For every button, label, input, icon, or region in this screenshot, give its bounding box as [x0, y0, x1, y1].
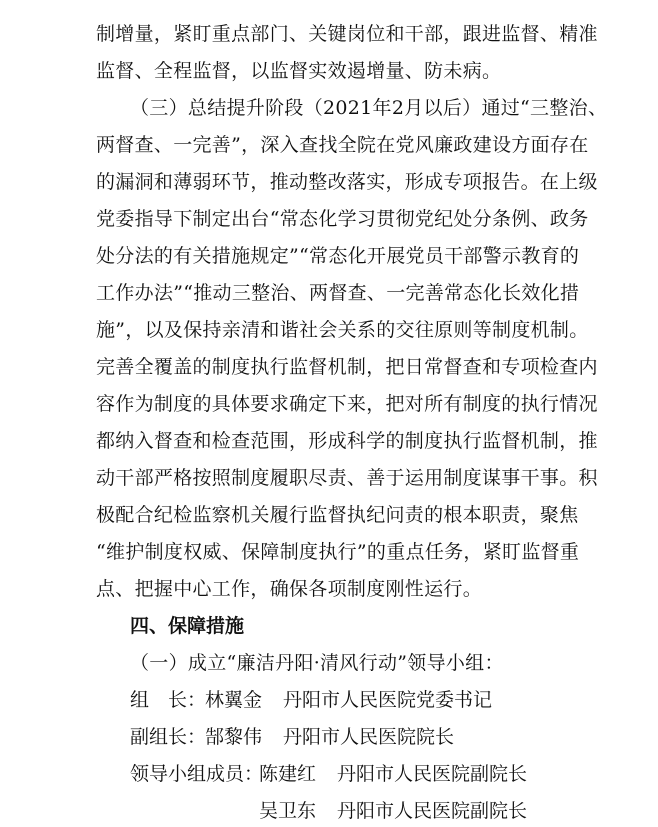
body-line: 动干部严格按照制度履职尽责、善于运用制度谋事干事。积: [96, 467, 598, 489]
body-line: 点、把握中心工作，确保各项制度刚性运行。: [96, 578, 483, 600]
body-line: 施”，以及保持亲清和谐社会关系的交往原则等制度机制。: [96, 319, 589, 341]
member-role: 副组长：: [130, 726, 207, 748]
member-name: 郜黎伟: [205, 726, 263, 748]
body-line: 完善全覆盖的制度执行监督机制，把日常督查和专项检查内: [96, 356, 598, 378]
body-line: 极配合纪检监察机关履行监督执纪问责的根本职责，聚焦: [96, 504, 579, 526]
subsection-heading: （一）成立“廉洁丹阳·清风行动”领导小组：: [130, 652, 504, 674]
body-line: 工作办法”“推动三整治、两督查、一完善常态化长效化措: [96, 282, 580, 304]
member-name: 陈建红: [259, 763, 317, 785]
member-title: 丹阳市人民医院院长: [283, 726, 455, 748]
member-name: 林翼金: [205, 689, 263, 711]
body-line: 容作为制度的具体要求确定下来，把对所有制度的执行情况: [96, 393, 598, 415]
body-line: 都纳入督查和检查范围，形成科学的制度执行监督机制，推: [96, 430, 598, 452]
member-row-member: [130, 759, 527, 789]
body-line: “维护制度权威、保障制度执行”的重点任务，紧盯监督重: [96, 541, 580, 563]
body-line: （三）总结提升阶段（2021年2月以后）通过“三整治、: [130, 97, 608, 119]
member-title: 丹阳市人民医院副院长: [337, 800, 528, 822]
body-line: 监督、全程监督，以监督实效遏增量、防未病。: [96, 60, 502, 82]
body-line: 的漏洞和薄弱环节，推动整改落实，形成专项报告。在上级: [96, 171, 598, 193]
body-line: 制增量，紧盯重点部门、关键岗位和干部，跟进监督、精准: [96, 23, 598, 45]
body-line: 处分法的有关措施规定”“常态化开展党员干部警示教育的: [96, 245, 580, 267]
member-row-leader: [130, 685, 492, 715]
section-heading: 四、保障措施: [130, 615, 245, 637]
body-line: 两督查、一完善”，深入查找全院在党风廉政建设方面存在: [96, 134, 589, 156]
member-role: 组 长：: [130, 689, 207, 711]
member-role: 领导小组成员：: [130, 763, 264, 785]
member-title: 丹阳市人民医院党委书记: [283, 689, 493, 711]
member-name: 吴卫东: [259, 800, 317, 822]
member-title: 丹阳市人民医院副院长: [337, 763, 528, 785]
member-row-member: [259, 796, 527, 826]
body-line: 党委指导下制定出台“常态化学习贯彻党纪处分条例、政务: [96, 208, 589, 230]
member-row-deputy: [130, 722, 454, 752]
